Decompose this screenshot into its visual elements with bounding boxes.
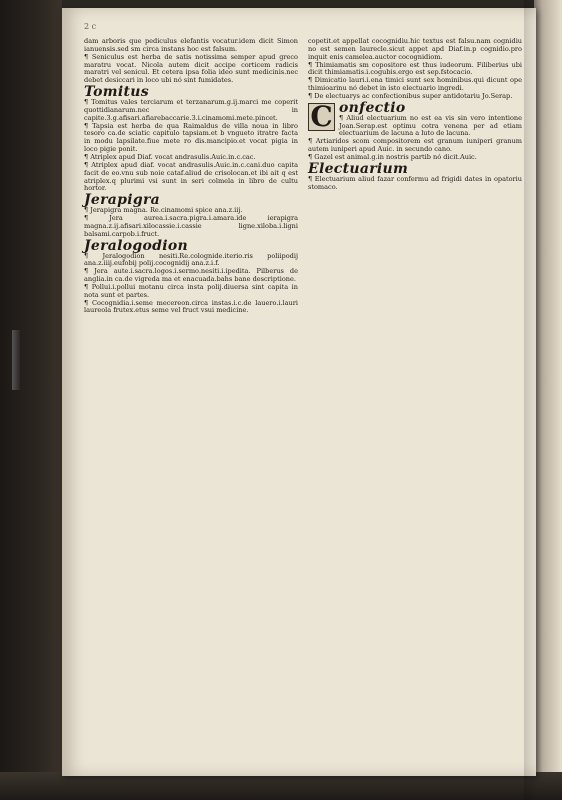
headword-line (84, 239, 298, 253)
book-spine-edge (12, 330, 20, 390)
page-edge-shadow (524, 0, 538, 800)
paragraph: ¶ Jeralogodion nesiti.Re.colognide.iterio.ris poliipodij ana.z.iiij.eufobij polij.cocognidij ana.z.i.f. (84, 251, 298, 268)
headword-line (84, 193, 298, 207)
paragraph: ¶ Jera aute.i.sacra.logos.i.sermo.nesiti.i.ipedita. Pilberus de anglia.in ca.de vigreda ma et enacuada.bahs bane descriptione. (84, 267, 298, 284)
scan-backdrop-right (534, 0, 562, 800)
paragraph: copetit.et appellat cocognidiu.hic textus est falsu.nam cognidiu no est semen laurecle.sicut appet apd Diaf.in.p cognidio.pro inquit enis camelea.auctor cocognidiom. (308, 37, 522, 61)
headword: Tomitus (84, 84, 149, 101)
paragraph: ¶ Electuarium aliud fazar confermu ad frigidi dates in opatoriu stomaco. (308, 174, 522, 191)
scan-backdrop-bottom (0, 772, 562, 800)
paragraph: dam arboris que pediculus elefantis vocatur.idem dicit Simon ianuensis.sed sm circa instans hoc est falsum. (84, 37, 298, 53)
folio-mark: 2 c (84, 22, 97, 31)
paragraph: ¶ De electuarys ac confectionibus super antidotariu Jo.Serap. (308, 91, 513, 100)
headword-line (84, 85, 298, 99)
paragraph: ¶ Tomitus vales terciarum et terzanarum.g.ij.marci me coperit quottidianarum.nec in capite.3.g.afisari.afiarebaccarie.3.i.cinamomi.mete.pincet. (84, 98, 298, 122)
left-text-column (84, 38, 298, 315)
headword-line (308, 162, 522, 176)
paragraph: ¶ Pollui.i.pollui motanu circa insta polij.diuersa sint capita in nota sunt et partes. (84, 282, 298, 299)
headword: Electuarium (308, 160, 409, 177)
paragraph: ¶ Gazel est animal.g.in nostris partib nó dicit.Auic. (308, 152, 477, 161)
paragraph: ¶ Seniculus est herba de satis notissima semper apud greco maratru vocat. Nicola autem dicit accipe corticem radicis maratri vel senicul. Et cetera ipsa folia ideo sunt medicinis.nec debet desiccari in loco ubi nó sint fumidates. (84, 52, 298, 85)
paragraph: ¶ Cocognidia.i.seme mecereon.circa instas.i.c.de lauero.i.lauri laureola frutex.etus seme vel fruct vsui medicine. (84, 298, 298, 315)
paragraph: ¶ Thimiamatis sm copositore est thus iudeorum. Filiberius ubi dicit thimiamatis.i.cogubis.ergo est sep.fstocacio. (308, 60, 522, 77)
headword: Jerapigra (84, 192, 161, 209)
paragraph: ¶ Artiaridos scom compositorem est granum iuniperi granum autem iuniperi apud Auic. in secundo cano. (308, 137, 522, 154)
right-text-column (308, 38, 522, 192)
book-page (62, 8, 536, 776)
paragraph: ¶ Dimicatio lauri.i.ena timici sunt sex hominibus.qui dicunt ope thimioarinu nó debet in isto electuario ingredi. (308, 76, 522, 93)
paragraph: ¶ Tapsia est herba de qua Raimaldus de villa noua in libro tesoro ca.de sciatic capitulo tapsiam.et b vngueto itratre facta in modu lapsilate.fiue mete ro dis.mancipio.et vocat pigia in loco pigie ponit. (84, 121, 298, 154)
headword: Jeralogodion (84, 237, 188, 254)
paragraph: ¶ Atriplex apud diaf. vocat andrasulis.Auic.in.c.cani.duo capita facit de eo.vnu sub noie cataf.aliud de crisolocan.et ibi ait q est atriplex.q plurimi vsi sunt in seri colmela in libro de cultu hortor. (84, 160, 298, 193)
paragraph: ¶ Atriplex apud Diaf. vocat andrasulis.Auic.in.c.cac. (84, 152, 256, 161)
dropcap-initial: C (308, 103, 335, 131)
paragraph: ¶ Jerapigra magna. Re.cinamomi spice ana.z.iij. (84, 206, 243, 215)
paragraph: ¶ Jera aurea.i.sacra.pigra.i.amara.ide ierapigra magna.z.ij.afisari.xilocassie.i.cassie ligne.xiloba.i.ligni balsami.carpob.i.fruct. (84, 214, 298, 238)
scan-backdrop-left (0, 0, 62, 800)
paragraph: ¶ Aliud electuarium no est ea vis sin vero intentione Joan.Serap.est optimu cotra venena per ad etiam electuarium de lacuna a luto de lacuna. (339, 113, 522, 138)
section-heading-text: onfectio (339, 99, 406, 116)
